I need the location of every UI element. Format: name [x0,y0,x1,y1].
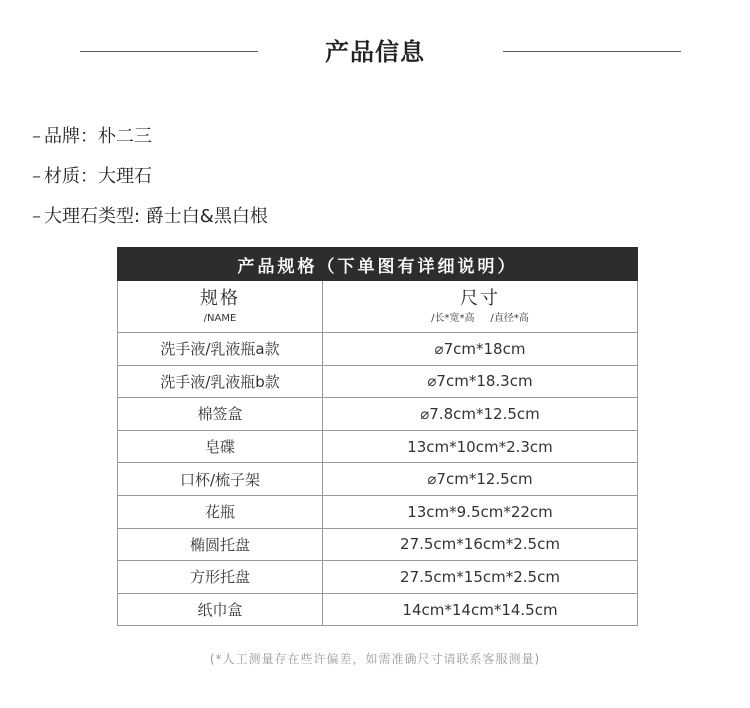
bullet-dash: – [32,206,41,227]
header-size: 尺寸 [460,287,500,309]
row-name: 方形托盘 [118,561,323,594]
bullet-dash: – [32,126,41,147]
row-name: 皂碟 [118,430,323,463]
row-name: 花瓶 [118,495,323,528]
header-name-cell [118,281,323,333]
title-divider-right [503,51,681,52]
info-material-text: 材质：大理石 [44,166,152,187]
info-marble-type [32,202,268,228]
table-row [118,333,638,366]
header-name-sub: /NAME [203,312,237,324]
row-size: ⌀7cm*18cm [323,333,638,366]
info-brand [32,122,152,148]
spec-table-header-row [118,281,638,333]
row-size: 27.5cm*15cm*2.5cm [323,561,638,594]
row-name: 椭圆托盘 [118,528,323,561]
row-name: 洗手液/乳液瓶a款 [118,333,323,366]
table-row [118,561,638,594]
table-row [118,365,638,398]
info-material [32,162,152,188]
section-title: 产品信息 [325,38,425,66]
row-size: 13cm*10cm*2.3cm [323,430,638,463]
header-size-cell [323,281,638,333]
row-size: ⌀7.8cm*12.5cm [323,398,638,431]
table-row [118,398,638,431]
spec-table-banner-row [118,248,638,281]
table-row [118,430,638,463]
spec-table-banner: 产品规格（下单图有详细说明） [118,248,638,281]
row-name: 纸巾盒 [118,593,323,626]
row-name: 棉签盒 [118,398,323,431]
row-name: 洗手液/乳液瓶b款 [118,365,323,398]
header-name: 规格 [200,287,240,309]
table-row [118,463,638,496]
spec-table [117,247,638,626]
row-size: ⌀7cm*12.5cm [323,463,638,496]
section-header [0,32,750,72]
bullet-dash: – [32,166,41,187]
info-brand-text: 品牌：朴二三 [44,126,152,147]
row-size: 13cm*9.5cm*22cm [323,495,638,528]
row-name: 口杯/梳子架 [118,463,323,496]
row-size: ⌀7cm*18.3cm [323,365,638,398]
table-row [118,528,638,561]
table-row [118,593,638,626]
measurement-footnote: (*人工测量存在些许偏差，如需准确尺寸请联系客服测量) [209,652,541,666]
row-size: 14cm*14cm*14.5cm [323,593,638,626]
info-marble-type-text: 大理石类型: 爵士白&黑白根 [44,206,268,227]
row-size: 27.5cm*16cm*2.5cm [323,528,638,561]
table-row [118,495,638,528]
header-size-sub: /长*宽*高 /直径*高 [431,312,529,324]
